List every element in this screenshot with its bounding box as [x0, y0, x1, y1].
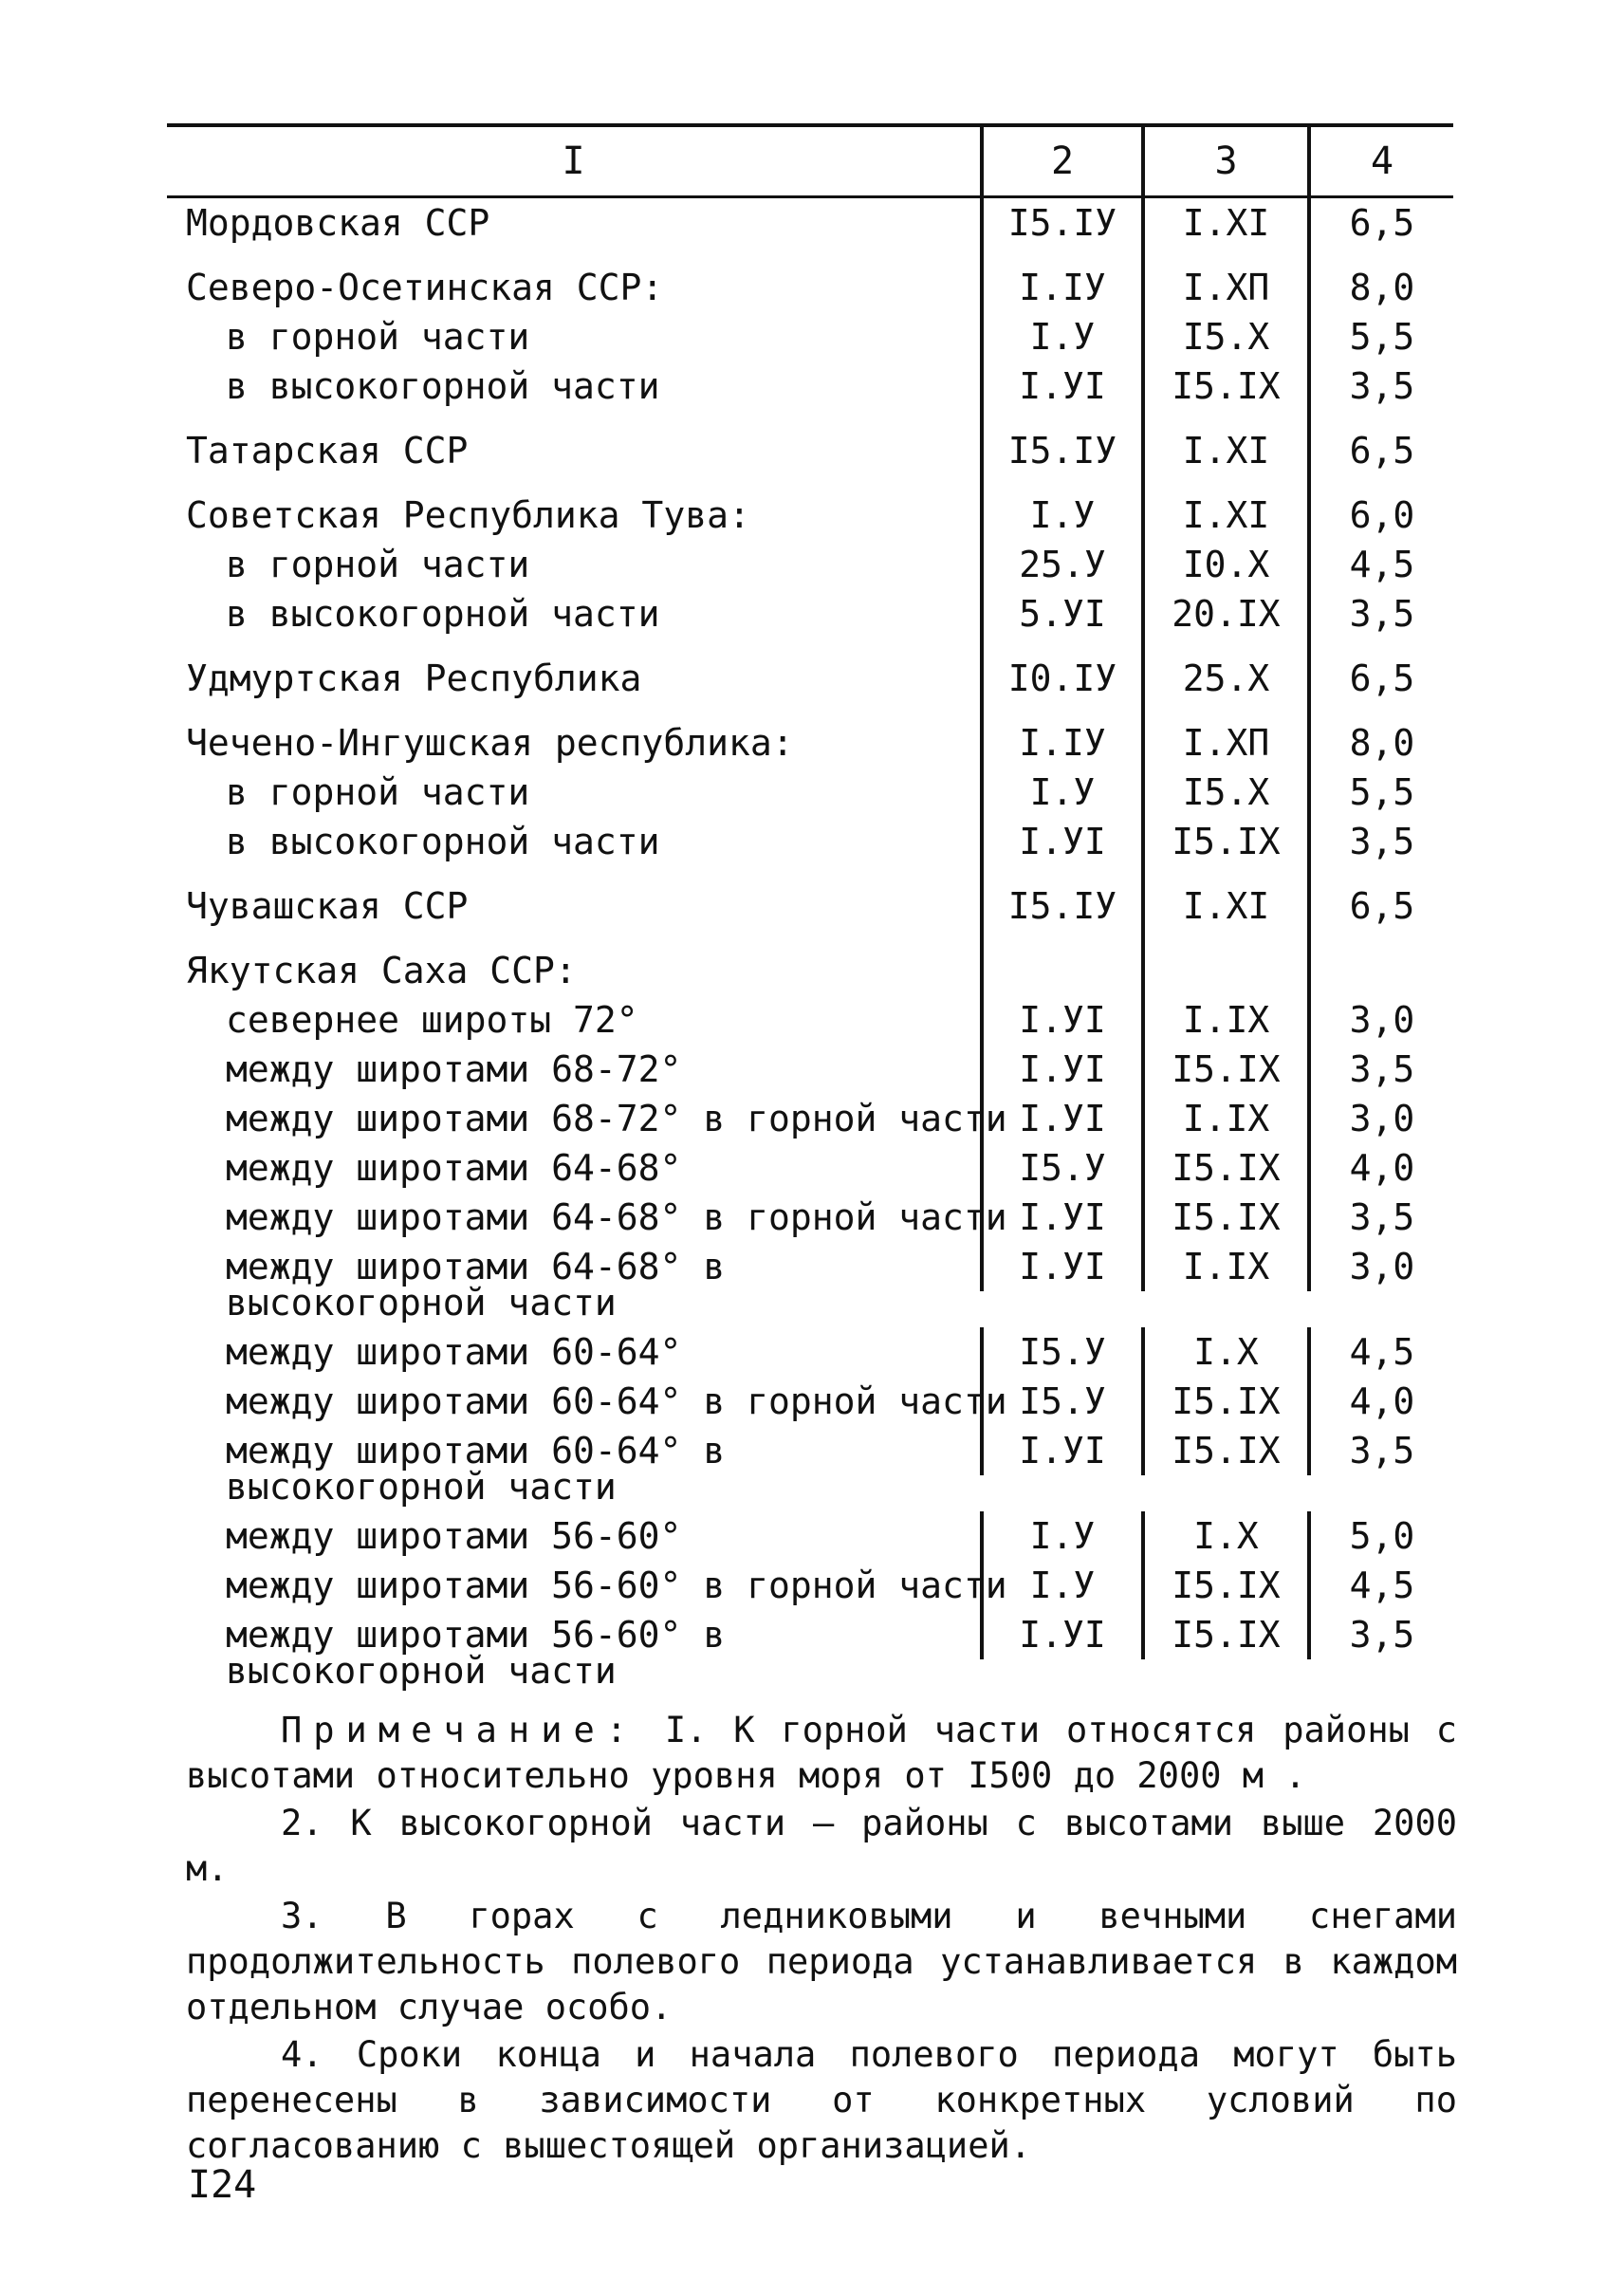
start-date-cell: I.УI: [980, 1610, 1141, 1659]
table-row: [167, 1610, 1453, 1695]
end-date-cell: I.X: [1141, 1511, 1307, 1561]
table-row: [167, 263, 1453, 312]
region-name-cell: Советская Республика Тува:: [186, 494, 750, 536]
table-row: [167, 881, 1453, 931]
table-row: [167, 995, 1453, 1045]
header-col-3: 3: [1141, 127, 1307, 195]
duration-cell: 3,5: [1307, 1426, 1453, 1475]
table-row: [167, 1511, 1453, 1561]
start-date-cell: I5.У: [980, 1327, 1141, 1377]
note-item-1-text: I. К горной части относятся районы с высотами относительно уровня моря от I500 до 2000 м .: [186, 1710, 1457, 1796]
note-item-4: 4. Сроки конца и начала полевого периода могут быть перенесены в зависимости от конкретных условий по согласованию с вышестоящей организацией.: [186, 2034, 1457, 2166]
note-item-1: [186, 1708, 1457, 1799]
start-date-cell: I.У: [980, 1511, 1141, 1561]
end-date-cell: I.XI: [1141, 881, 1307, 931]
duration-cell: 6,5: [1307, 426, 1453, 475]
region-name-cell: между широтами 56-60° в горной части: [226, 1565, 1007, 1606]
region-name-cell: Мордовская ССР: [186, 202, 490, 244]
start-date-cell: I0.IУ: [980, 654, 1141, 703]
table-row: [167, 1377, 1453, 1426]
duration-cell: 4,0: [1307, 1143, 1453, 1193]
duration-cell: 3,5: [1307, 1045, 1453, 1094]
table-row: [167, 1193, 1453, 1242]
start-date-cell: [980, 946, 1141, 995]
region-name-cell: между широтами 60-64° в высокогорной части: [226, 1430, 726, 1508]
duration-cell: 6,0: [1307, 491, 1453, 540]
start-date-cell: 5.УI: [980, 589, 1141, 639]
duration-cell: 3,0: [1307, 1094, 1453, 1143]
start-date-cell: I.УI: [980, 817, 1141, 866]
table-body: [167, 198, 1453, 1695]
row-spacer: [167, 931, 1453, 946]
region-name-cell: Чечено-Ингушская республика:: [186, 722, 794, 764]
start-date-cell: I.УI: [980, 1242, 1141, 1291]
duration-cell: 4,5: [1307, 540, 1453, 589]
region-name-cell: Татарская ССР: [186, 430, 469, 472]
region-name-cell: между широтами 60-64° в горной части: [226, 1380, 1007, 1422]
start-date-cell: I.УI: [980, 1045, 1141, 1094]
region-name-cell: Северо-Осетинская ССР:: [186, 267, 664, 308]
table-row: [167, 1242, 1453, 1327]
table-row: [167, 198, 1453, 248]
row-spacer: [167, 411, 1453, 426]
duration-cell: 4,5: [1307, 1327, 1453, 1377]
table-row: [167, 589, 1453, 639]
duration-cell: 5,5: [1307, 768, 1453, 817]
row-spacer: [167, 475, 1453, 491]
duration-cell: 8,0: [1307, 263, 1453, 312]
region-name-cell: между широтами 56-60° в высокогорной части: [226, 1614, 726, 1692]
end-date-cell: I.XП: [1141, 263, 1307, 312]
region-name-cell: между широтами 68-72°: [226, 1048, 682, 1090]
end-date-cell: I.X: [1141, 1327, 1307, 1377]
duration-cell: 3,5: [1307, 361, 1453, 411]
region-name-cell: в горной части: [226, 316, 530, 358]
region-name-cell: между широтами 64-68° в высокогорной части: [226, 1246, 726, 1324]
end-date-cell: I5.IX: [1141, 1045, 1307, 1094]
table-row: [167, 946, 1453, 995]
region-name-cell: в высокогорной части: [226, 821, 660, 862]
region-name-cell: в горной части: [226, 544, 530, 585]
end-date-cell: I.IX: [1141, 995, 1307, 1045]
page-number: I24: [188, 2163, 257, 2207]
region-name-cell: в высокогорной части: [226, 365, 660, 407]
region-name-cell: между широтами 64-68°: [226, 1147, 682, 1189]
table-row: [167, 654, 1453, 703]
table-row: [167, 1426, 1453, 1511]
note-section: [186, 1708, 1457, 2171]
duration-cell: 3,5: [1307, 589, 1453, 639]
duration-cell: 4,0: [1307, 1377, 1453, 1426]
table-row: [167, 426, 1453, 475]
start-date-cell: I.У: [980, 491, 1141, 540]
start-date-cell: I.IУ: [980, 718, 1141, 768]
end-date-cell: I5.IX: [1141, 1377, 1307, 1426]
start-date-cell: I.УI: [980, 361, 1141, 411]
duration-cell: 6,5: [1307, 198, 1453, 248]
table-row: [167, 1143, 1453, 1193]
duration-cell: 3,0: [1307, 1242, 1453, 1291]
table-row: [167, 540, 1453, 589]
duration-cell: 5,5: [1307, 312, 1453, 361]
table-row: [167, 491, 1453, 540]
start-date-cell: I5.У: [980, 1377, 1141, 1426]
end-date-cell: 20.IX: [1141, 589, 1307, 639]
row-spacer: [167, 248, 1453, 263]
start-date-cell: I.У: [980, 768, 1141, 817]
end-date-cell: I5.X: [1141, 312, 1307, 361]
end-date-cell: 25.X: [1141, 654, 1307, 703]
row-spacer: [167, 639, 1453, 654]
start-date-cell: I.УI: [980, 1193, 1141, 1242]
end-date-cell: I.IX: [1141, 1242, 1307, 1291]
header-col-4: 4: [1307, 127, 1453, 195]
end-date-cell: I.XI: [1141, 491, 1307, 540]
table-header-row: [167, 127, 1453, 195]
region-name-cell: в горной части: [226, 771, 530, 813]
duration-cell: 3,0: [1307, 995, 1453, 1045]
end-date-cell: I5.IX: [1141, 1426, 1307, 1475]
end-date-cell: I5.IX: [1141, 1561, 1307, 1610]
note-item-3: 3. В горах с ледниковыми и вечными снегами продолжительность полевого периода устанавливается в каждом отдельном случае особо.: [186, 1896, 1457, 2028]
duration-cell: 6,5: [1307, 881, 1453, 931]
table-row: [167, 312, 1453, 361]
region-name-cell: Удмуртская Республика: [186, 657, 642, 699]
region-name-cell: между широтами 64-68° в горной части: [226, 1196, 1007, 1238]
end-date-cell: I5.IX: [1141, 1143, 1307, 1193]
start-date-cell: I.У: [980, 1561, 1141, 1610]
end-date-cell: I.XI: [1141, 198, 1307, 248]
table-row: [167, 1094, 1453, 1143]
start-date-cell: I5.У: [980, 1143, 1141, 1193]
duration-cell: 4,5: [1307, 1561, 1453, 1610]
region-name-cell: Якутская Саха ССР:: [186, 950, 577, 991]
start-date-cell: I.УI: [980, 1094, 1141, 1143]
field-period-table: [167, 123, 1453, 1695]
header-col-2: 2: [980, 127, 1141, 195]
end-date-cell: I5.IX: [1141, 361, 1307, 411]
table-row: [167, 718, 1453, 768]
end-date-cell: I0.X: [1141, 540, 1307, 589]
note-label: Примечание:: [281, 1710, 639, 1750]
end-date-cell: I.XП: [1141, 718, 1307, 768]
region-name-cell: между широтами 68-72° в горной части: [226, 1098, 1007, 1139]
start-date-cell: I.УI: [980, 1426, 1141, 1475]
row-spacer: [167, 866, 1453, 881]
end-date-cell: I5.IX: [1141, 1193, 1307, 1242]
region-name-cell: между широтами 56-60°: [226, 1515, 682, 1557]
duration-cell: 3,5: [1307, 1610, 1453, 1659]
table-row: [167, 1327, 1453, 1377]
start-date-cell: I5.IУ: [980, 198, 1141, 248]
duration-cell: 6,5: [1307, 654, 1453, 703]
table-row: [167, 361, 1453, 411]
table-row: [167, 1045, 1453, 1094]
note-item-2: 2. К высокогорной части – районы с высотами выше 2000 м.: [186, 1803, 1457, 1889]
table-row: [167, 1561, 1453, 1610]
region-name-cell: в высокогорной части: [226, 593, 660, 635]
row-spacer: [167, 703, 1453, 718]
start-date-cell: I.У: [980, 312, 1141, 361]
start-date-cell: I.УI: [980, 995, 1141, 1045]
region-name-cell: севернее широты 72°: [226, 999, 638, 1041]
region-name-cell: между широтами 60-64°: [226, 1331, 682, 1373]
region-name-cell: Чувашская ССР: [186, 885, 469, 927]
duration-cell: 8,0: [1307, 718, 1453, 768]
end-date-cell: I5.IX: [1141, 1610, 1307, 1659]
start-date-cell: I.IУ: [980, 263, 1141, 312]
end-date-cell: I5.IX: [1141, 817, 1307, 866]
start-date-cell: 25.У: [980, 540, 1141, 589]
duration-cell: 3,5: [1307, 817, 1453, 866]
duration-cell: 5,0: [1307, 1511, 1453, 1561]
end-date-cell: I5.X: [1141, 768, 1307, 817]
table-row: [167, 817, 1453, 866]
end-date-cell: I.IX: [1141, 1094, 1307, 1143]
start-date-cell: I5.IУ: [980, 426, 1141, 475]
end-date-cell: [1141, 946, 1307, 995]
start-date-cell: I5.IУ: [980, 881, 1141, 931]
header-col-1: I: [562, 139, 585, 183]
end-date-cell: I.XI: [1141, 426, 1307, 475]
duration-cell: 3,5: [1307, 1193, 1453, 1242]
duration-cell: [1307, 946, 1453, 995]
table-row: [167, 768, 1453, 817]
